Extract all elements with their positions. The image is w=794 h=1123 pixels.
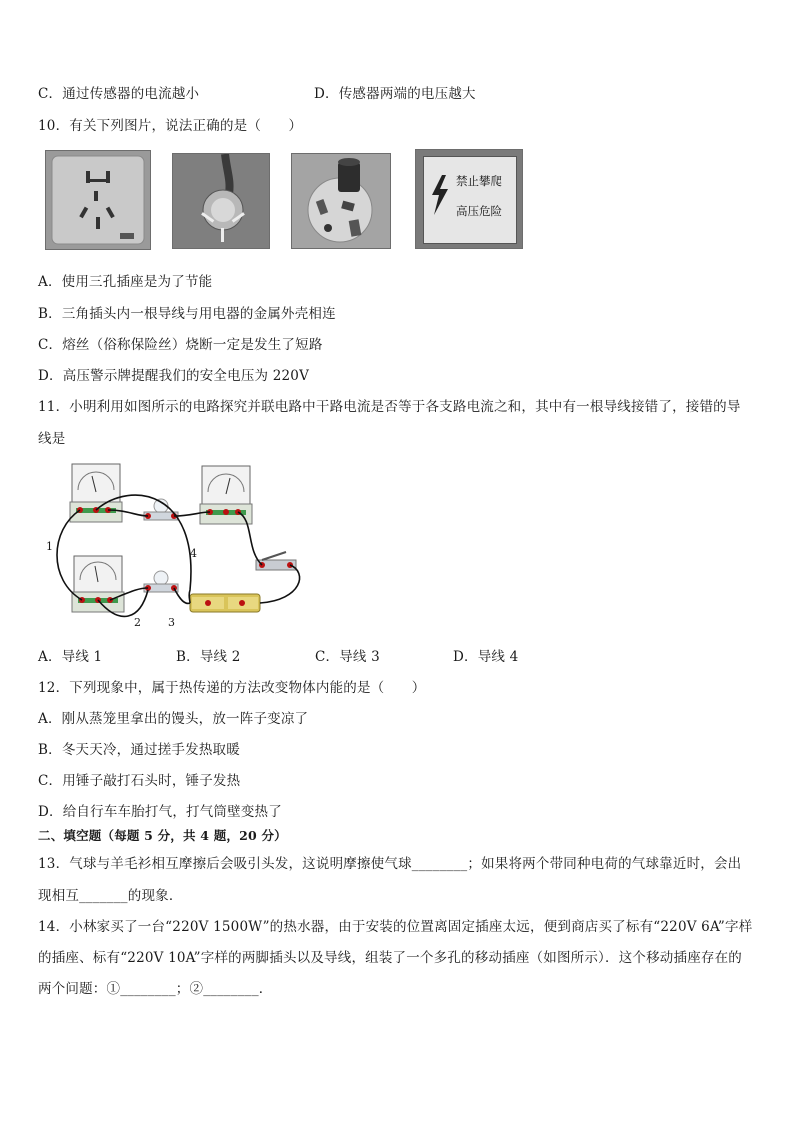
q13-line1: 13．气球与羊毛衫相互摩擦后会吸引头发，这说明摩擦使气球________；如果将两个带同种电荷的气球靠近时，会出 [38, 856, 742, 872]
q10-stem: 10．有关下列图片，说法正确的是（ ） [38, 118, 303, 134]
plug-image [173, 154, 269, 248]
sign-text-line1: 禁止攀爬 [456, 174, 502, 188]
socket-image [46, 151, 150, 249]
q14-line3: 两个问题：①________；②________． [38, 981, 273, 997]
q14-line1: 14．小林家买了一台“220V 1500W”的热水器，由于安装的位置离固定插座太远，便到商店买了标有“220V 6A”字样 [38, 919, 753, 935]
switch [256, 552, 296, 570]
q12-stem: 12．下列现象中，属于热传递的方法改变物体内能的是（ ） [38, 680, 426, 696]
q10-option-a: A．使用三孔插座是为了节能 [38, 274, 213, 290]
battery [190, 594, 260, 612]
q10-option-d: D．高压警示牌提醒我们的安全电压为 220V [38, 368, 310, 384]
q11-option-a: A．导线 1 [38, 649, 103, 665]
q10-photo-socket [45, 150, 151, 250]
q10-option-b: B．三角插头内一根导线与用电器的金属外壳相连 [38, 306, 336, 322]
sign-text-line2: 高压危险 [456, 204, 502, 218]
wire-label-3: 3 [168, 616, 175, 629]
warning-sign-board [423, 156, 517, 244]
q10-option-c: C．熔丝（俗称保险丝）烧断一定是发生了短路 [38, 337, 323, 353]
q13-line2: 现相互_______的现象． [38, 888, 183, 904]
q11-option-d: D．导线 4 [453, 649, 519, 665]
fuse-wire-image [292, 154, 390, 248]
q12-option-b: B．冬天天冷，通过搓手发热取暖 [38, 742, 240, 758]
ammeter-top-right [200, 466, 252, 524]
lightning-icon [428, 175, 450, 215]
q11-stem-line1: 11．小明利用如图所示的电路探究并联电路中干路电流是否等于各支路电流之和，其中有一根导线接错了，接错的导 [38, 399, 741, 415]
q12-option-d: D．给自行车车胎打气，打气筒壁变热了 [38, 804, 282, 820]
q12-option-c: C．用锤子敲打石头时，锤子发热 [38, 773, 241, 789]
q10-photo-warning-sign [415, 149, 523, 249]
q9-option-d: D．传感器两端的电压越大 [314, 86, 476, 102]
ammeter-bottom-left [72, 556, 124, 612]
q10-photo-fuse [291, 153, 391, 249]
circuit-svg [40, 460, 310, 632]
q11-option-c: C．导线 3 [315, 649, 380, 665]
q11-stem-line2: 线是 [38, 431, 66, 447]
q11-circuit-diagram [40, 460, 310, 632]
wire-label-2: 2 [134, 616, 141, 629]
q14-line2: 的插座、标有“220V 10A”字样的两脚插头以及导线，组装了一个多孔的移动插座（如图所示）．这个移动插座存在的 [38, 950, 743, 966]
wire-label-1: 1 [46, 540, 53, 553]
q9-option-c: C．通过传感器的电流越小 [38, 86, 200, 102]
bulb-bottom [144, 571, 178, 592]
q10-photo-plug [172, 153, 270, 249]
q12-option-a: A．刚从蒸笼里拿出的馒头，放一阵子变凉了 [38, 711, 309, 727]
ammeter-top-left [70, 464, 122, 522]
wire-label-4: 4 [190, 547, 197, 560]
section-heading-fill-in: 二、填空题（每题 5 分，共 4 题，20 分） [38, 828, 287, 843]
q11-option-b: B．导线 2 [176, 649, 241, 665]
